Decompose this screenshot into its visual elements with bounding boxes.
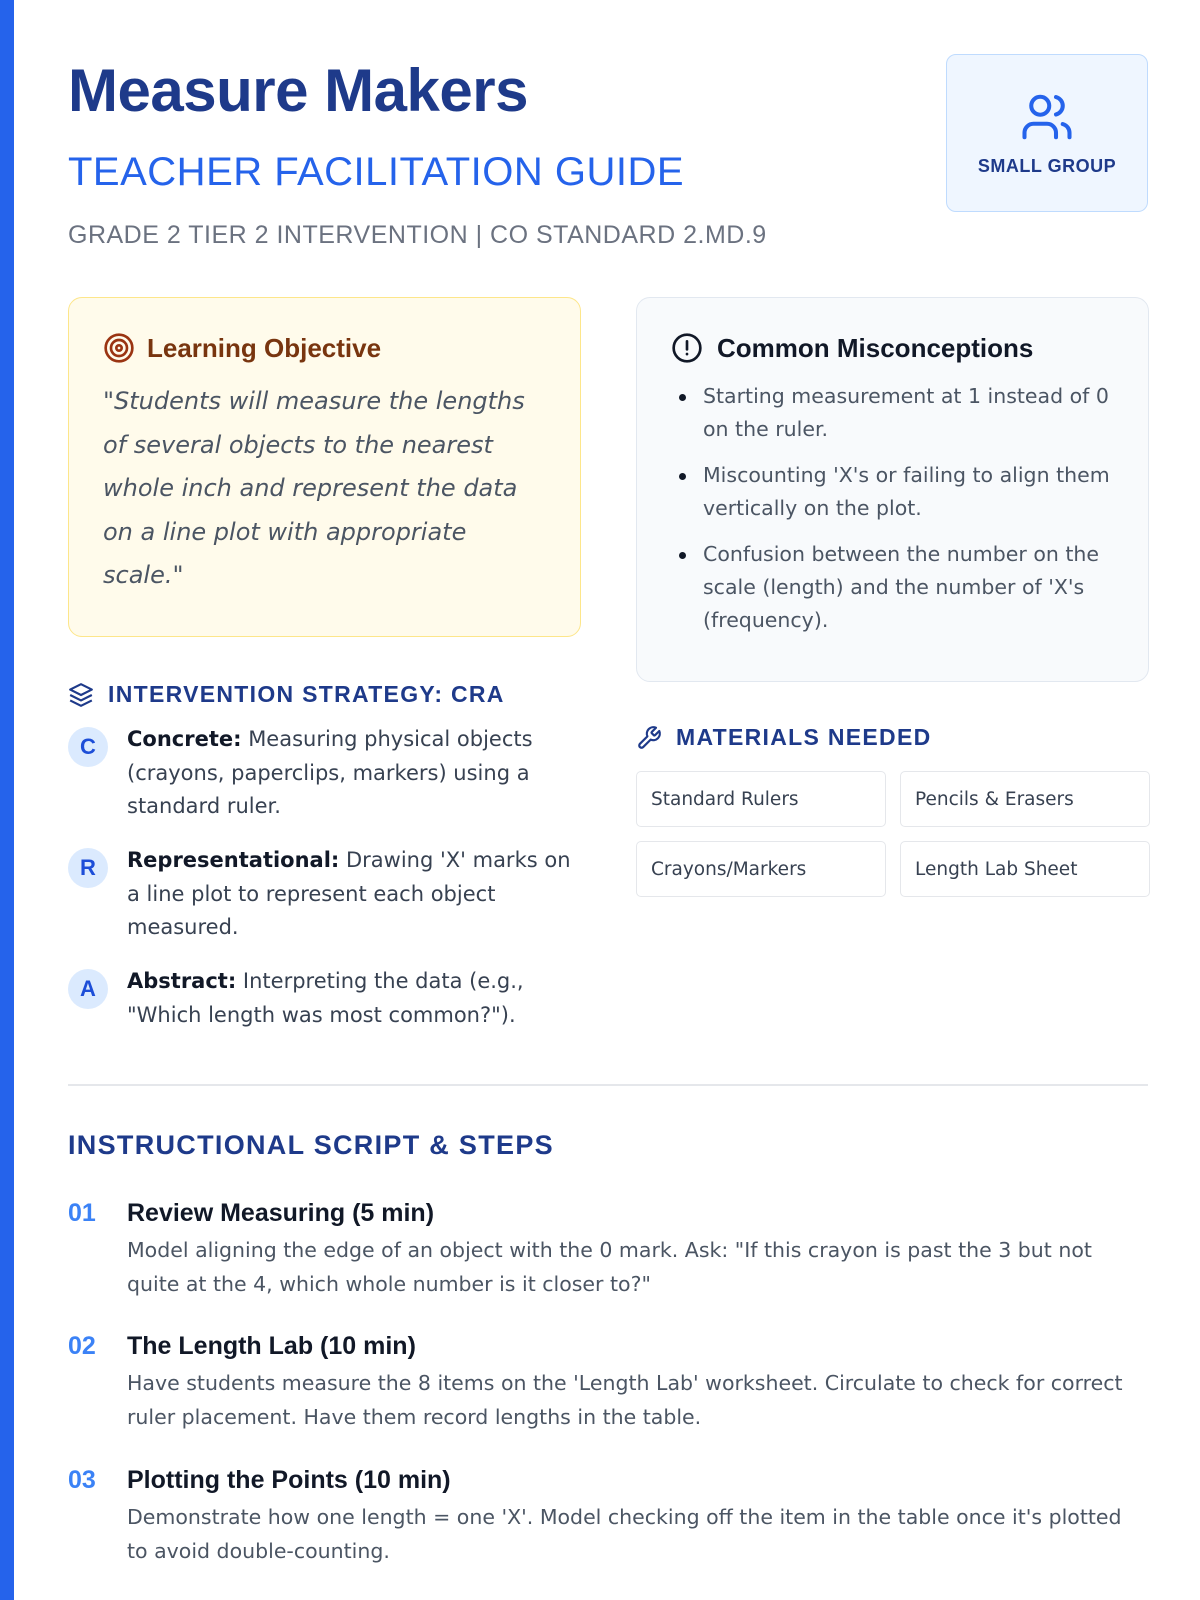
step-body [127,1331,1148,1434]
misconceptions-title: Common Misconceptions [717,332,1034,363]
cra-description [127,844,581,945]
objective-quote: "Students will measure the lengths of several objects to the nearest whole inch and represent the data on a line plot with appropriate scale." [103,387,525,589]
material-item: Pencils & Erasers [900,771,1150,827]
list-item: Miscounting 'X's or failing to align them vertically on the plot. [671,459,1114,525]
cra-item-representational [68,844,581,945]
cra-item-abstract [68,965,581,1032]
accent-bar [0,0,14,1600]
cra-term: Concrete: [127,727,242,751]
material-item: Length Lab Sheet [900,841,1150,897]
cra-text: Measuring physical objects (crayons, paperclips, markers) using a standard ruler. [127,727,533,818]
cra-text: Interpreting the data (e.g., "Which length was most common?"). [127,969,524,1027]
wrench-icon [636,725,662,751]
guide-page [68,0,1148,1600]
cra-term: Representational: [127,848,340,872]
grade-standard-line: GRADE 2 TIER 2 INTERVENTION | CO STANDARD 2.MD.9 [68,221,767,249]
cra-letter-badge: R [68,848,108,888]
step-item [68,1331,1148,1434]
step-number: 02 [68,1332,96,1360]
target-icon [103,332,135,364]
step-title: Review Measuring (5 min) [127,1199,435,1227]
step-body [127,1198,1148,1301]
script-heading: INSTRUCTIONAL SCRIPT & STEPS [68,1130,554,1160]
badge-label: SMALL GROUP [977,155,1117,176]
page-subtitle: TEACHER FACILITATION GUIDE [68,150,685,194]
list-item: Starting measurement at 1 instead of 0 on the ruler. [671,380,1114,446]
page-title: Measure Makers [68,57,528,124]
objective-header [103,332,546,364]
cra-letter-badge: A [68,969,108,1009]
materials-heading-text: MATERIALS NEEDED [676,724,932,750]
alert-circle-icon [671,332,703,364]
step-description: Demonstrate how one length = one 'X'. Model checking off the item in the table once it's plotted to avoid double-counting. [127,1505,1122,1563]
section-divider [68,1084,1148,1086]
step-description: Model aligning the edge of an object with the 0 mark. Ask: "If this crayon is past the 3 but not quite at the 4, which whole number is it closer to?" [127,1238,1092,1296]
learning-objective-card [68,297,581,637]
materials-heading [636,724,932,751]
cra-item-concrete [68,723,581,824]
misconceptions-header [671,332,1114,364]
step-body [127,1465,1148,1568]
step-description: Have students measure the 8 items on the 'Length Lab' worksheet. Circulate to check for correct ruler placement. Have them record lengths in the table. [127,1371,1123,1429]
step-number: 01 [68,1199,96,1227]
misconceptions-list [671,380,1114,637]
step-number: 03 [68,1466,96,1494]
strategy-heading-text: INTERVENTION STRATEGY: CRA [108,681,505,707]
materials-grid [636,771,1149,897]
strategy-heading [68,681,505,708]
cra-description [127,723,581,824]
cra-term: Abstract: [127,969,237,993]
objective-title: Learning Objective [147,332,382,363]
step-item [68,1198,1148,1301]
step-title: The Length Lab (10 min) [127,1332,416,1360]
layers-icon [68,682,94,708]
material-item: Standard Rulers [636,771,886,827]
users-icon [1020,90,1074,144]
list-item: Confusion between the number on the scale (length) and the number of 'X's (frequency). [671,538,1114,637]
cra-description [127,965,581,1032]
material-item: Crayons/Markers [636,841,886,897]
misconceptions-card [636,297,1149,682]
cra-letter-badge: C [68,727,108,767]
step-title: Plotting the Points (10 min) [127,1466,451,1494]
cra-text: Drawing 'X' marks on a line plot to represent each object measured. [127,848,571,939]
small-group-badge [946,54,1148,212]
step-item [68,1465,1148,1568]
